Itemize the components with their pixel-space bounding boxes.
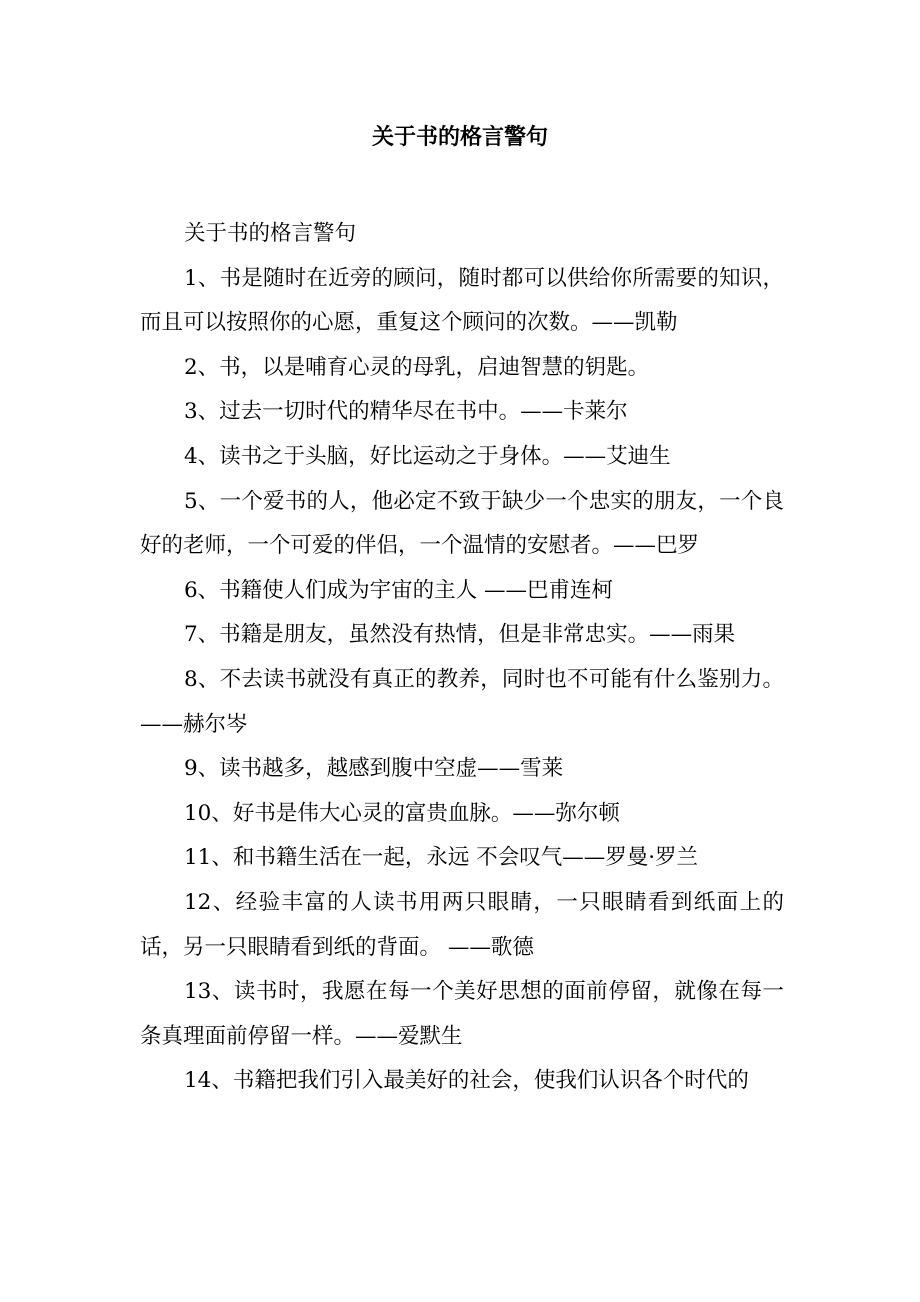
quote-paragraph-5: 5、一个爱书的人，他必定不致于缺少一个忠实的朋友，一个良好的老师，一个可爱的伴侣，一个温情的安慰者。——巴罗 [140,488,784,559]
quote-paragraph-11: 11、和书籍生活在一起，永远 不会叹气——罗曼·罗兰 [184,845,699,871]
quote-paragraph-10: 10、好书是伟大心灵的富贵血脉。——弥尔顿 [184,800,620,826]
subtitle-paragraph: 关于书的格言警句 [184,221,357,246]
quote-paragraph-8: 8、不去读书就没有真正的教养，同时也不可能有什么鉴别力。——赫尔岑 [140,666,784,737]
quote-paragraph-9: 9、读书越多，越感到腹中空虚——雪莱 [184,756,564,782]
quote-paragraph-4: 4、读书之于头脑，好比运动之于身体。——艾迪生 [184,443,671,469]
quote-paragraph-1: 1、书是随时在近旁的顾问，随时都可以供给你所需要的知识，而且可以按照你的心愿，重复这个顾问的次数。——凯勒 [140,265,784,336]
quote-paragraph-13: 13、读书时，我愿在每一个美好思想的面前停留，就像在每一条真理面前停留一样。——爱默生 [140,979,784,1049]
quote-paragraph-2: 2、书，以是哺育心灵的母乳，启迪智慧的钥匙。 [184,354,650,380]
document-title: 关于书的格言警句 [371,124,548,150]
quote-paragraph-12: 12、经验丰富的人读书用两只眼睛，一只眼睛看到纸面上的话，另一只眼睛看到纸的背面。 ——歌德 [140,889,784,960]
quote-paragraph-14: 14、书籍把我们引入最美好的社会，使我们认识各个时代的 [184,1068,749,1094]
quote-paragraph-3: 3、过去一切时代的精华尽在书中。——卡莱尔 [184,399,628,425]
quote-paragraph-6: 6、书籍使人们成为宇宙的主人 ——巴甫连柯 [184,577,614,603]
quote-paragraph-7: 7、书籍是朋友，虽然没有热情，但是非常忠实。——雨果 [184,622,736,648]
document-body [140,212,784,1104]
